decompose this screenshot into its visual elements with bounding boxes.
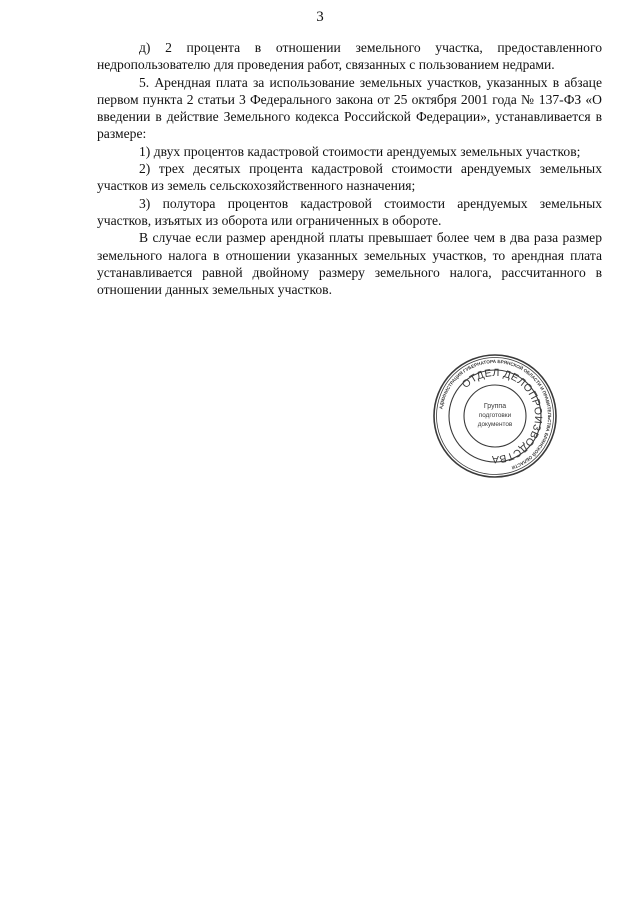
stamp-center-line-1: Группа [483,403,507,410]
stamp-outer-text: АДМИНИСТРАЦИЯ ГУБЕРНАТОРА БРЯНСКОЙ ОБЛАСТИ И ПРАВИТЕЛЬСТВА БРЯНСКОЙ ОБЛАСТИ [438,358,553,471]
stamp-center-line-3: документов [477,421,513,428]
paragraph-item-5: 5. Арендная плата за использование земельных участков, указанных в абзаце первом пункта 2 статьи 3 Федерального закона от 25 октября 2001 года № 137-ФЗ «О введении в действие Земельного кодекса Российской Федерации», устанавливается в размере: [97,74,602,142]
stamp-seal-icon [432,353,558,479]
paragraph-subitem-3: 3) полутора процентов кадастровой стоимости арендуемых земельных участков, изъятых из оборота или ограниченных в обороте. [97,195,602,228]
paragraph-subitem-d: д) 2 процента в отношении земельного участка, предоставленного недропользователю для проведения работ, связанных с пользованием недрами. [97,40,602,73]
paragraph-rent-limit: В случае если размер арендной платы превышает более чем в два раза размер земельного налога в отношении указанных земельных участков, то арендная плата устанавливается равной двойному размеру земельного налога, рассчитанного в отношении данных земельных участков. [97,230,602,298]
paragraph-subitem-1: 1) двух процентов кадастровой стоимости арендуемых земельных участков; [139,143,581,159]
paragraph-subitem-2: 2) трех десятых процента кадастровой стоимости арендуемых земельных участков из земель сельскохозяйственного назначения; [97,161,602,194]
stamp-inner-text: ОТДЕЛ ДЕЛОПРОИЗВОДСТВА [459,366,545,466]
document-body [97,39,602,298]
page-number: 3 [316,9,324,25]
office-stamp [432,353,558,479]
stamp-center-line-2: подготовки [478,412,512,419]
